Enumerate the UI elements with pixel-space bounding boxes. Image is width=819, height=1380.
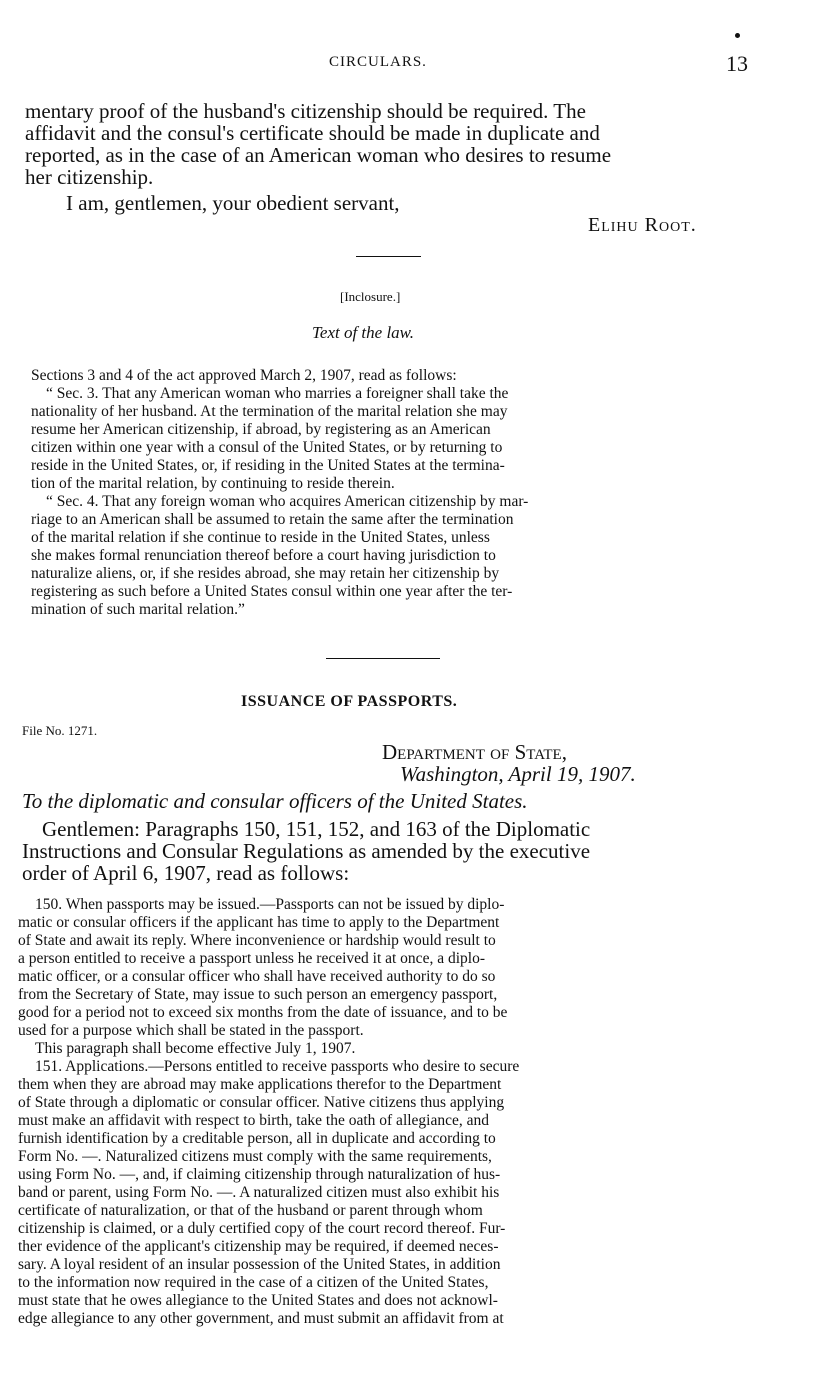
text-line: Sections 3 and 4 of the act approved March 2, 1907, read as follows: <box>31 367 457 384</box>
divider <box>356 256 421 257</box>
inclosure-title: Text of the law. <box>312 323 414 342</box>
page-number: 13 <box>726 51 748 76</box>
text-line: of State and await its reply. Where inconvenience or hardship would result to <box>18 932 496 949</box>
text-line: she makes formal renunciation thereof before a court having jurisdiction to <box>31 547 496 564</box>
inclosure-label: [Inclosure.] <box>340 289 401 304</box>
opening-paragraph <box>25 100 749 188</box>
text-line: a person entitled to receive a passport unless he received it at once, a diplo- <box>18 950 485 967</box>
text-line: citizenship is claimed, or a duly certified copy of the court record thereof. Fur- <box>18 1220 506 1237</box>
text-line: Form No. —. Naturalized citizens must comply with the same requirements, <box>18 1148 492 1165</box>
paragraph-151 <box>18 1058 742 1328</box>
text-line: matic or consular officers if the applicant has time to apply to the Department <box>18 914 500 931</box>
text-line: 150. When passports may be issued.—Passports can not be issued by diplo- <box>35 896 505 913</box>
text-line: to the information now required in the case of a citizen of the United States, <box>18 1274 489 1291</box>
text-line: mination of such marital relation.” <box>31 601 245 618</box>
text-line: “ Sec. 3. That any American woman who marries a foreigner shall take the <box>46 385 509 402</box>
text-line: tion of the marital relation, by continuing to reside therein. <box>31 475 395 492</box>
text-line: sary. A loyal resident of an insular possession of the United States, in addition <box>18 1256 501 1273</box>
text-line: her citizenship. <box>25 165 154 189</box>
text-line: riage to an American shall be assumed to retain the same after the termination <box>31 511 514 528</box>
closing-line: I am, gentlemen, your obedient servant, <box>66 191 400 215</box>
text-line: naturalize aliens, or, if she resides abroad, she may retain her citizenship by <box>31 565 500 582</box>
ink-dot <box>735 33 740 38</box>
text-line: Instructions and Consular Regulations as amended by the executive <box>22 839 591 863</box>
section-heading: ISSUANCE OF PASSPORTS. <box>241 693 458 710</box>
text-line: reside in the United States, or, if residing in the United States at the termina- <box>31 457 505 474</box>
text-line: citizen within one year with a consul of the United States, or by returning to <box>31 439 503 456</box>
text-line: furnish identification by a creditable person, all in duplicate and according to <box>18 1130 496 1147</box>
addressee: To the diplomatic and consular officers of the United States. <box>22 789 528 813</box>
text-line: edge allegiance to any other government, and must submit an affidavit from at <box>18 1310 504 1327</box>
text-line: certificate of naturalization, or that of the husband or parent through whom <box>18 1202 483 1219</box>
text-line: using Form No. —, and, if claiming citizenship through naturalization of hus- <box>18 1166 501 1183</box>
text-line: of the marital relation if she continue to reside in the United States, unless <box>31 529 490 546</box>
text-line: reported, as in the case of an American woman who desires to resume <box>25 143 612 167</box>
text-line: registering as such before a United States consul within one year after the ter- <box>31 583 513 600</box>
text-line: good for a period not to exceed six months from the date of issuance, and to be <box>18 1004 508 1021</box>
paragraph-150 <box>18 896 742 1058</box>
text-line: ther evidence of the applicant's citizenship may be required, if deemed neces- <box>18 1238 499 1255</box>
text-line: them when they are abroad may make applications therefor to the Department <box>18 1076 502 1093</box>
signature: Elihu Root. <box>588 214 697 236</box>
divider <box>326 658 440 659</box>
text-line: 151. Applications.—Persons entitled to receive passports who desire to secure <box>35 1058 520 1075</box>
place-date: Washington, April 19, 1907. <box>400 762 636 786</box>
text-line: must state that he owes allegiance to the United States and does not acknowl- <box>18 1292 498 1309</box>
file-number: File No. 1271. <box>22 723 98 738</box>
department: Department of State, <box>382 740 567 764</box>
text-line: mentary proof of the husband's citizenship should be required. The <box>25 99 586 123</box>
law-text <box>31 367 746 619</box>
text-line: “ Sec. 4. That any foreign woman who acquires American citizenship by mar- <box>46 493 529 510</box>
text-line: This paragraph shall become effective July 1, 1907. <box>35 1040 356 1057</box>
text-line: Gentlemen: Paragraphs 150, 151, 152, and 163 of the Diplomatic <box>42 817 591 841</box>
text-line: band or parent, using Form No. —. A naturalized citizen must also exhibit his <box>18 1184 500 1201</box>
text-line: of State through a diplomatic or consular officer. Native citizens thus applying <box>18 1094 505 1111</box>
text-line: used for a purpose which shall be stated in the passport. <box>18 1022 364 1039</box>
text-line: affidavit and the consul's certificate should be made in duplicate and <box>25 121 600 145</box>
text-line: order of April 6, 1907, read as follows: <box>22 861 350 885</box>
text-line: must make an affidavit with respect to birth, take the oath of allegiance, and <box>18 1112 490 1129</box>
text-line: nationality of her husband. At the termination of the marital relation she may <box>31 403 508 420</box>
running-header: CIRCULARS. <box>329 54 427 70</box>
text-line: matic officer, or a consular officer who shall have received authority to do so <box>18 968 496 985</box>
text-line: from the Secretary of State, may issue to such person an emergency passport, <box>18 986 498 1003</box>
text-line: resume her American citizenship, if abroad, by registering as an American <box>31 421 491 438</box>
intro-paragraph <box>22 818 743 884</box>
